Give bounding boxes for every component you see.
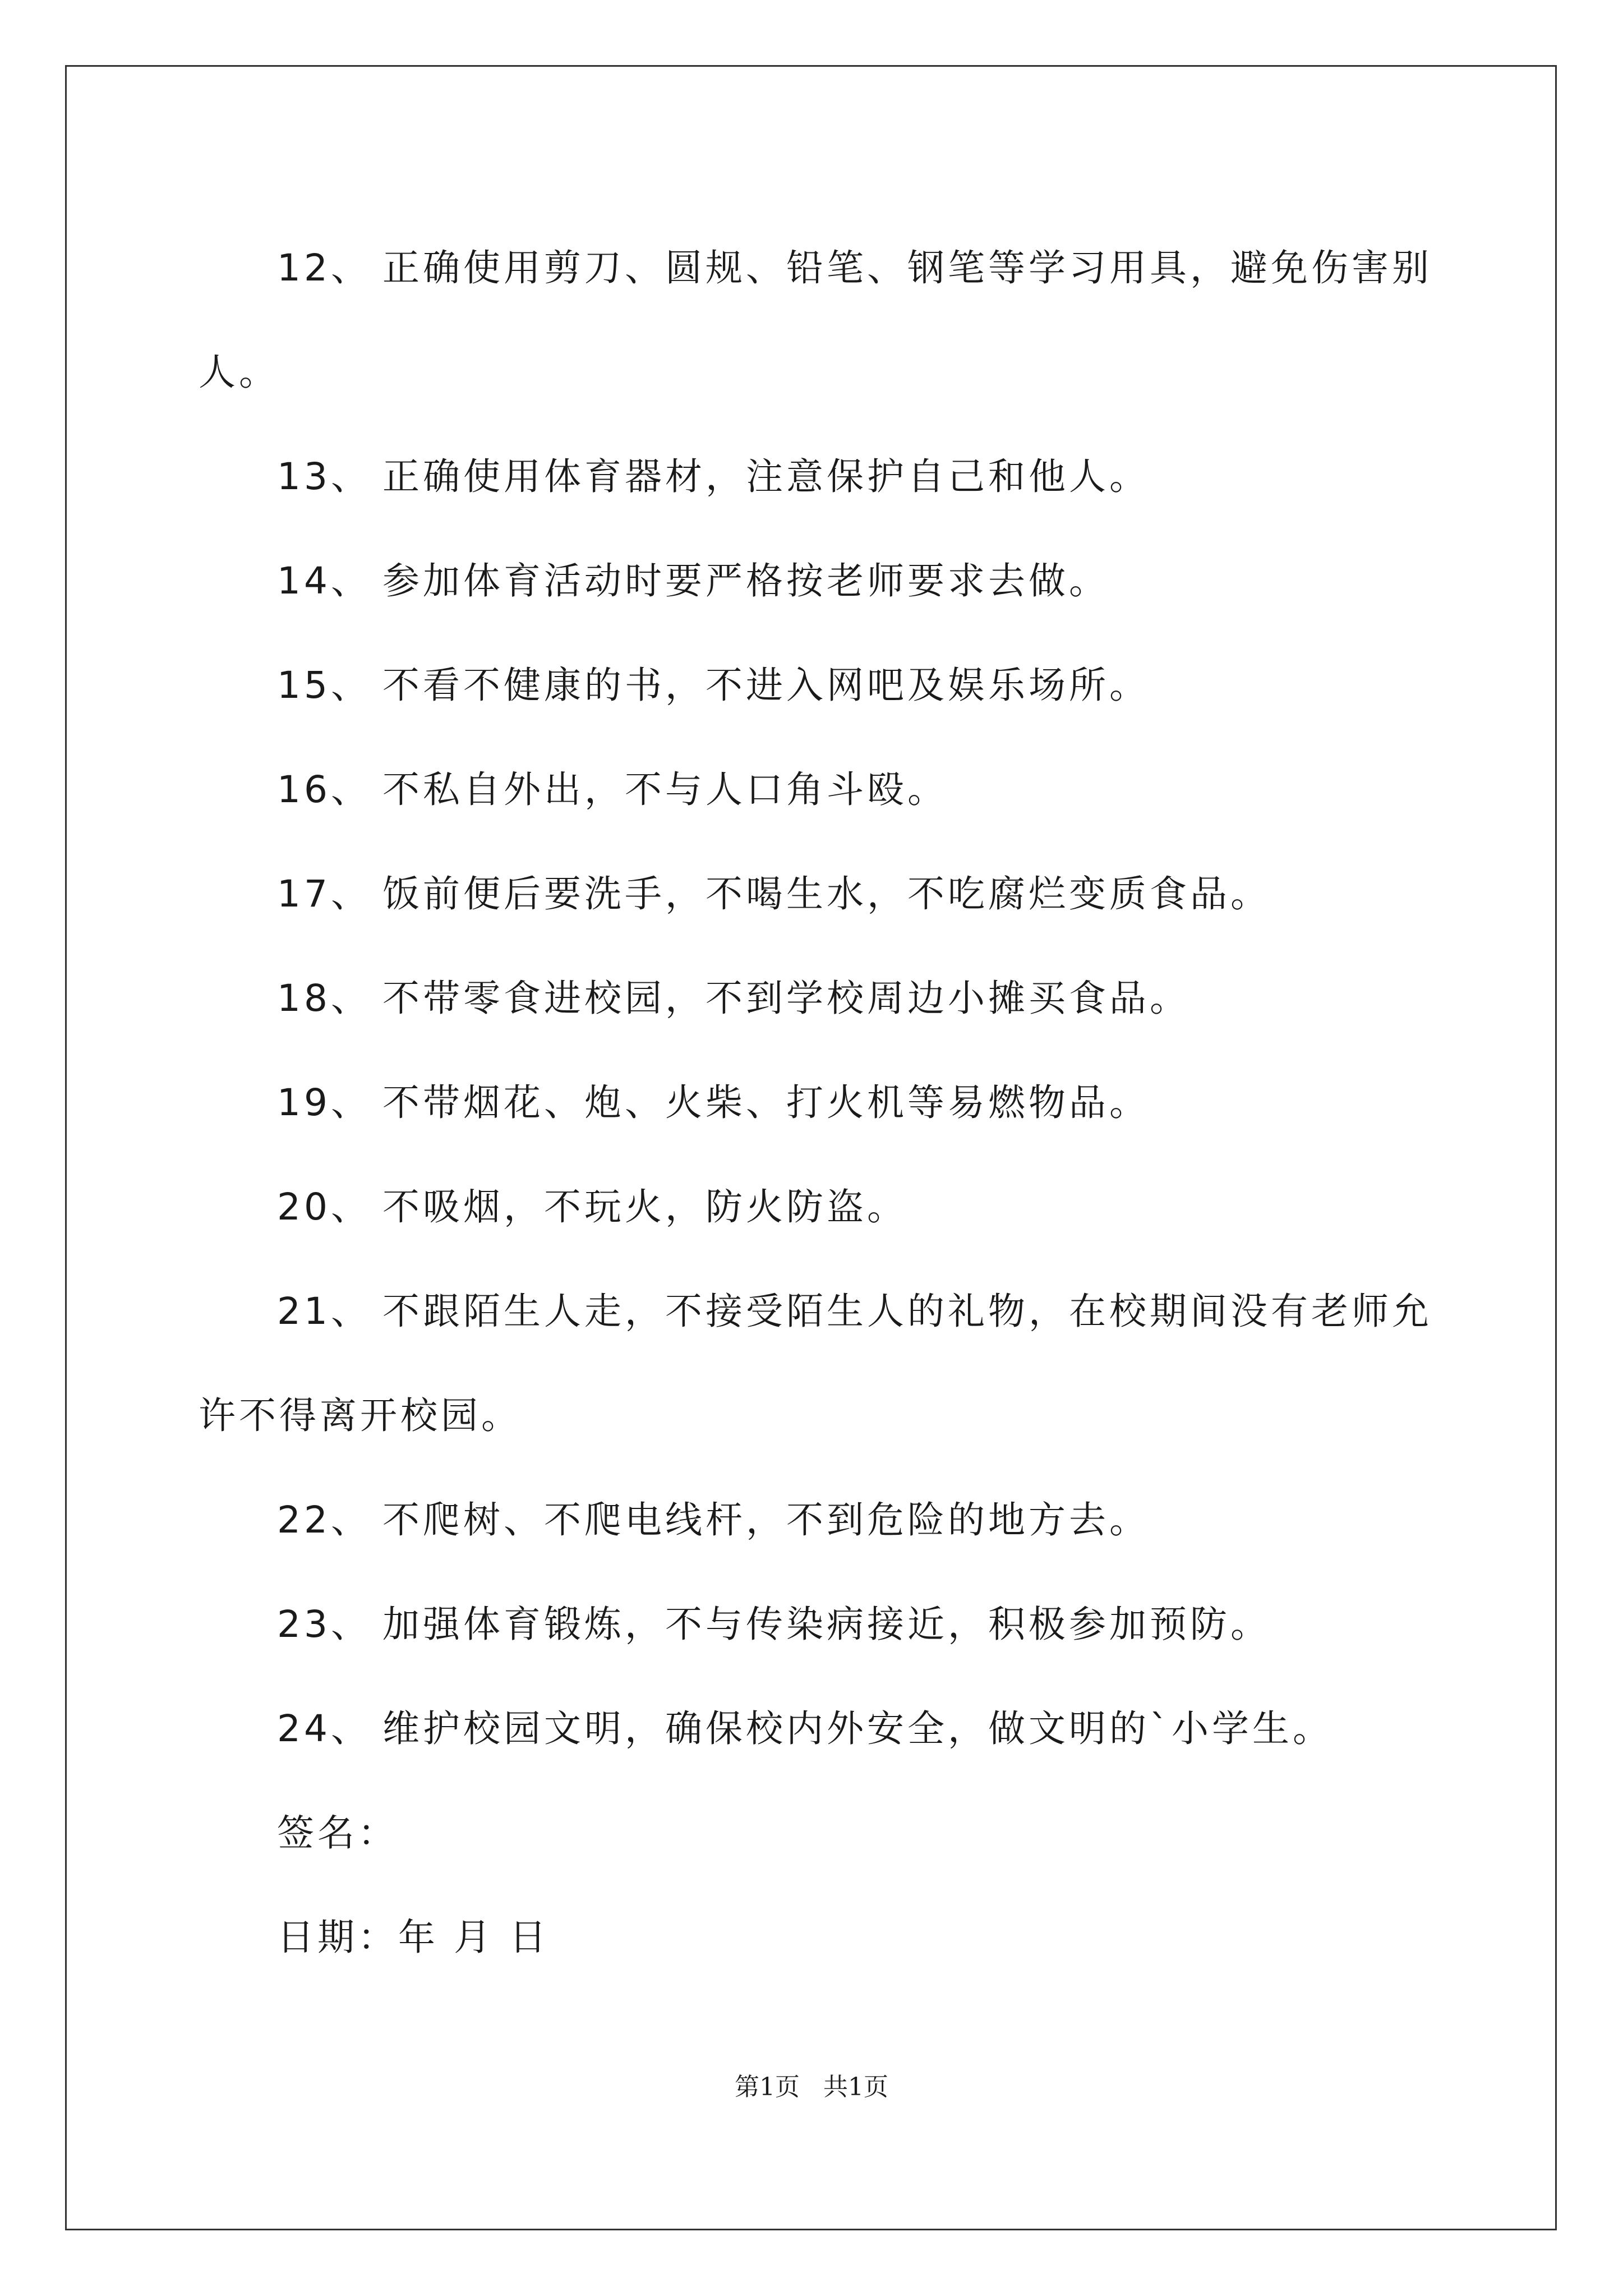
item-text: 不跟陌生人走，不接受陌生人的礼物，在校期间没有老师允许不得离开校园。 (199, 1290, 1432, 1437)
list-item (199, 216, 1432, 425)
item-text: 不爬树、不爬电线杆，不到危险的地方去。 (382, 1498, 1150, 1542)
item-number: 12、 (277, 246, 371, 289)
item-text: 不私自外出，不与人口角斗殴。 (382, 768, 948, 811)
list-item (199, 946, 1432, 1051)
list-item (199, 529, 1432, 633)
list-item (199, 1468, 1432, 1572)
date-label: 日期：年 月 日 (277, 1916, 550, 1959)
item-number: 22、 (277, 1498, 371, 1542)
item-number: 14、 (277, 559, 371, 602)
item-number: 24、 (277, 1707, 371, 1750)
signature-label: 签名： (277, 1811, 398, 1855)
item-text: 参加体育活动时要严格按老师要求去做。 (382, 559, 1109, 602)
document-body (199, 216, 1432, 1990)
item-text: 不看不健康的书，不进入网吧及娱乐场所。 (382, 664, 1150, 707)
list-item (199, 633, 1432, 738)
item-text: 加强体育锻炼，不与传染病接近，积极参加预防。 (382, 1603, 1271, 1646)
signature-line (277, 1781, 1432, 1885)
item-number: 16、 (277, 768, 371, 811)
list-item (199, 425, 1432, 529)
item-number: 13、 (277, 455, 371, 498)
list-item (199, 1677, 1432, 1781)
item-number: 20、 (277, 1185, 371, 1228)
list-item (199, 1051, 1432, 1155)
page-number: 第1页 共1页 (735, 2073, 888, 2101)
list-item (199, 1155, 1432, 1259)
list-item (199, 738, 1432, 842)
item-text: 不带零食进校园，不到学校周边小摊买食品。 (382, 977, 1190, 1020)
item-text: 维护校园文明，确保校内外安全，做文明的`小学生。 (382, 1707, 1333, 1750)
item-number: 19、 (277, 1081, 371, 1124)
item-text: 不吸烟，不玩火，防火防盗。 (382, 1185, 907, 1228)
date-line (277, 1885, 1432, 1990)
list-item (199, 1259, 1432, 1468)
list-item (199, 842, 1432, 946)
item-text: 正确使用剪刀、圆规、铅笔、钢笔等学习用具，避免伤害别人。 (199, 246, 1432, 394)
item-number: 18、 (277, 977, 371, 1020)
item-text: 正确使用体育器材，注意保护自己和他人。 (382, 455, 1150, 498)
item-number: 21、 (277, 1290, 371, 1333)
item-text: 不带烟花、炮、火柴、打火机等易燃物品。 (382, 1081, 1150, 1124)
item-text: 饭前便后要洗手，不喝生水，不吃腐烂变质食品。 (382, 872, 1271, 915)
page-footer (0, 2067, 1623, 2102)
item-number: 17、 (277, 872, 371, 915)
list-item (199, 1572, 1432, 1677)
item-number: 15、 (277, 664, 371, 707)
item-number: 23、 (277, 1603, 371, 1646)
